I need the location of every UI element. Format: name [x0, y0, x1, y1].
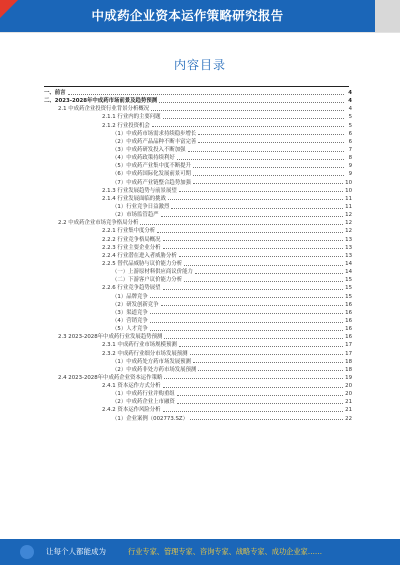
toc-entry-text: （1）中成药处方药市场发展预测 — [112, 358, 191, 365]
toc-leader-dots — [193, 362, 343, 363]
toc-leader-dots — [152, 126, 344, 127]
toc-entry[interactable] — [44, 358, 352, 366]
toc-page-number: 19 — [345, 374, 352, 381]
toc-entry-text: （二）下游客户议价能力分析 — [112, 277, 183, 284]
toc-leader-dots — [68, 94, 344, 95]
toc-leader-dots — [198, 142, 344, 143]
toc-entry-text: （4）中成药政策持续利好 — [112, 155, 175, 162]
toc-leader-dots — [198, 370, 343, 371]
toc-entry-text: 2.3.1 中成药行业市场规模预测 — [102, 342, 177, 349]
toc-entry-text: 2.1.1 行业内的主要问题 — [102, 114, 161, 121]
toc-divider — [44, 86, 349, 87]
toc-entry[interactable] — [44, 260, 352, 268]
toc-entry-text: 2.2.5 替代品威胁与议价能力分析 — [102, 260, 183, 267]
toc-entry[interactable] — [44, 390, 352, 398]
toc-page-number: 4 — [348, 98, 352, 105]
toc-leader-dots — [179, 256, 343, 257]
toc-entry-text: （1）行业竞争日益激烈 — [112, 203, 170, 210]
toc-page-number: 6 — [348, 130, 352, 137]
toc-entry-text: （7）中成药产业链整合趋势加强 — [112, 179, 191, 186]
toc-entry[interactable] — [44, 113, 352, 121]
toc-page-number: 12 — [345, 228, 352, 235]
toc-entry-text: （2）中成药企业上市融资 — [112, 399, 175, 406]
toc-entry[interactable] — [44, 276, 352, 284]
toc-entry[interactable] — [44, 211, 352, 219]
toc-entry[interactable] — [44, 154, 352, 162]
toc-entry[interactable] — [44, 406, 352, 414]
toc-entry[interactable] — [44, 227, 352, 235]
toc-entry-text: （2）市场监管趋严 — [112, 212, 159, 219]
toc-leader-dots — [179, 191, 343, 192]
toc-entry-text: （1）中成药市场需求持续稳步增长 — [112, 130, 197, 137]
toc-leader-dots — [163, 387, 344, 388]
toc-list — [44, 89, 352, 423]
toc-entry-text: （5）中成药产业集中度不断提升 — [112, 163, 191, 170]
toc-entry[interactable] — [44, 162, 352, 170]
toc-page-number: 4 — [348, 90, 352, 96]
toc-entry-text: 二、2023-2028年中成药市场前景及趋势预测 — [44, 98, 158, 105]
toc-page-number: 18 — [345, 366, 352, 373]
toc-entry-text: （1）中成药行业并购重组 — [112, 391, 175, 398]
toc-page-number: 6 — [348, 138, 352, 145]
toc-entry-text: 一、前言 — [44, 90, 66, 96]
toc-entry-text: （5）人才竞争 — [112, 326, 148, 333]
toc-leader-dots — [193, 167, 344, 168]
toc-entry[interactable] — [44, 203, 352, 211]
toc-page-number: 12 — [345, 212, 352, 219]
toc-leader-dots — [150, 322, 343, 323]
toc-entry[interactable] — [44, 170, 352, 178]
toc-leader-dots — [163, 240, 344, 241]
toc-entry-text: （2）研发创新竞争 — [112, 301, 159, 308]
toc-page-number: 8 — [348, 155, 352, 162]
toc-entry[interactable] — [44, 301, 352, 309]
toc-entry[interactable] — [44, 97, 352, 105]
toc-leader-dots — [177, 159, 344, 160]
toc-entry[interactable] — [44, 195, 352, 203]
toc-entry[interactable] — [44, 415, 352, 423]
toc-entry[interactable] — [44, 382, 352, 390]
toc-page-number: 13 — [345, 244, 352, 251]
toc-entry-text: 2.3 2023-2028年中成药行业发展趋势预测 — [58, 334, 163, 341]
toc-page-number: 16 — [345, 309, 352, 316]
toc-leader-dots — [163, 289, 344, 290]
toc-page-number: 14 — [345, 269, 352, 276]
toc-page-number: 16 — [345, 326, 352, 333]
toc-leader-dots — [177, 403, 343, 404]
toc-entry-text: 2.2.6 行业竞争趋势展望 — [102, 285, 161, 292]
toc-leader-dots — [161, 305, 344, 306]
toc-page-number: 12 — [345, 220, 352, 227]
toc-leader-dots — [179, 346, 343, 347]
toc-entry[interactable] — [44, 105, 352, 113]
toc-entry-text: 2.1 中成药企业投资行业背景分析概况 — [58, 106, 150, 113]
toc-leader-dots — [184, 281, 343, 282]
toc-leader-dots — [157, 232, 343, 233]
toc-entry-text: （4）营销竞争 — [112, 317, 148, 324]
toc-entry[interactable] — [44, 268, 352, 276]
toc-page-number: 9 — [348, 163, 352, 170]
toc-entry-text: （一）上游原材料供应商议价能力 — [112, 269, 193, 276]
toc-leader-dots — [163, 411, 344, 412]
toc-page-number: 22 — [345, 415, 352, 422]
toc-page-number: 17 — [345, 342, 352, 349]
toc-leader-dots — [150, 313, 343, 314]
toc-entry-text: （2）中成药非处方药市场发展预测 — [112, 366, 197, 373]
footer-logo-icon — [20, 545, 34, 559]
toc-leader-dots — [177, 395, 343, 396]
toc-page-number: 13 — [345, 236, 352, 243]
toc-leader-dots — [193, 183, 343, 184]
toc-page-number: 11 — [345, 195, 352, 202]
toc-entry-text: 2.1.3 行业发展趋势与前景展望 — [102, 187, 177, 194]
toc-page-number: 16 — [345, 317, 352, 324]
toc-page-number: 5 — [348, 122, 352, 129]
toc-leader-dots — [198, 134, 344, 135]
toc-entry[interactable] — [44, 293, 352, 301]
toc-page-number: 21 — [345, 399, 352, 406]
toc-leader-dots — [151, 110, 344, 111]
toc-entry-text: 2.4 2023-2028年中成药企业资本运作策略 — [58, 374, 163, 381]
toc-entry[interactable] — [44, 374, 352, 382]
report-header — [0, 0, 400, 33]
toc-page-number: 18 — [345, 358, 352, 365]
toc-entry-text: 2.2.3 行业主要企业分析 — [102, 244, 161, 251]
report-title: 中成药企业资本运作策略研究报告 — [91, 8, 284, 23]
toc-entry-text: （2）中成药产品品种不断丰富完善 — [112, 138, 197, 145]
toc-entry[interactable] — [44, 284, 352, 292]
toc-entry-text: 2.2.4 行业潜在进入者威胁分析 — [102, 252, 177, 259]
toc-page-number: 5 — [348, 114, 352, 121]
toc-leader-dots — [190, 354, 344, 355]
toc-entry[interactable] — [44, 89, 352, 97]
toc-page-number: 17 — [345, 350, 352, 357]
toc-leader-dots — [150, 297, 343, 298]
toc-entry[interactable] — [44, 244, 352, 252]
toc-entry-text: （3）渠道竞争 — [112, 309, 148, 316]
toc-title: 内容目录 — [173, 58, 226, 72]
toc-entry[interactable] — [44, 333, 352, 341]
toc-entry-text: 2.1.4 行业发展面临的挑战 — [102, 195, 166, 202]
toc-page-number: 11 — [345, 203, 352, 210]
toc-page-number: 20 — [345, 383, 352, 390]
toc-entry[interactable] — [44, 187, 352, 195]
toc-entry-text: 2.3.2 中成药行业细分市场发展预测 — [102, 350, 188, 357]
toc-leader-dots — [150, 330, 343, 331]
toc-entry-text: 2.2.1 行业集中度分析 — [102, 228, 156, 235]
toc-entry-text: （3）中成药研发投入不断加强 — [112, 146, 186, 153]
toc-page-number: 15 — [345, 277, 352, 284]
toc-page-number: 4 — [348, 106, 352, 113]
header-side-tab — [375, 0, 400, 32]
toc-entry[interactable] — [44, 350, 352, 358]
toc-leader-dots — [188, 151, 344, 152]
toc-page-number: 20 — [345, 391, 352, 398]
toc-entry-text: 2.4.2 资本运作风险分析 — [102, 407, 161, 414]
toc-leader-dots — [171, 208, 343, 209]
toc-leader-dots — [164, 338, 343, 339]
toc-entry-text: （1）企业案例（002773.SZ） — [112, 415, 188, 422]
footer-expert-list: 行业专家、管理专家、咨询专家、战略专家、成功企业家…… — [128, 547, 323, 556]
toc-page-number: 16 — [345, 334, 352, 341]
toc-leader-dots — [140, 224, 343, 225]
footer-banner — [0, 539, 400, 565]
toc-entry[interactable] — [44, 179, 352, 187]
toc-entry-text: （6）中成药国际化发展前景可期 — [112, 171, 191, 178]
toc-leader-dots — [163, 248, 344, 249]
toc-entry[interactable] — [44, 236, 352, 244]
toc-entry[interactable] — [44, 252, 352, 260]
toc-entry[interactable] — [44, 317, 352, 325]
toc-page-number: 15 — [345, 285, 352, 292]
toc-page-number: 10 — [345, 179, 352, 186]
toc-page-number: 13 — [345, 252, 352, 259]
toc-entry-text: 2.2.2 行业竞争格局概况 — [102, 236, 161, 243]
toc-entry[interactable] — [44, 366, 352, 374]
toc-entry[interactable] — [44, 219, 352, 227]
toc-entry-text: 2.2 中成药企业市场竞争格局分析 — [58, 220, 139, 227]
toc-entry[interactable] — [44, 325, 352, 333]
toc-leader-dots — [164, 378, 343, 379]
toc-entry[interactable] — [44, 138, 352, 146]
footer-slogan: 让每个人都能成为 — [46, 547, 106, 556]
toc-leader-dots — [190, 419, 343, 420]
toc-leader-dots — [193, 175, 344, 176]
toc-entry-text: （1）品牌竞争 — [112, 293, 148, 300]
toc-leader-dots — [184, 265, 343, 266]
toc-page-number: 7 — [348, 146, 352, 153]
toc-leader-dots — [168, 199, 343, 200]
toc-page-number: 10 — [345, 187, 352, 194]
toc-leader-dots — [159, 102, 344, 103]
toc-page-number: 21 — [345, 407, 352, 414]
toc-page-number: 16 — [345, 301, 352, 308]
toc-leader-dots — [195, 273, 343, 274]
toc-entry-text: 2.1.2 行业投资机会 — [102, 122, 150, 129]
toc-leader-dots — [161, 216, 344, 217]
toc-entry[interactable] — [44, 309, 352, 317]
toc-entry[interactable] — [44, 130, 352, 138]
toc-entry[interactable] — [44, 122, 352, 130]
toc-entry[interactable] — [44, 146, 352, 154]
toc-entry[interactable] — [44, 398, 352, 406]
toc-entry-text: 2.4.1 资本运作方式分析 — [102, 383, 161, 390]
toc-page-number: 15 — [345, 293, 352, 300]
toc-entry[interactable] — [44, 341, 352, 349]
toc-page-number: 14 — [345, 260, 352, 267]
toc-leader-dots — [163, 118, 344, 119]
toc-page-number: 9 — [348, 171, 352, 178]
